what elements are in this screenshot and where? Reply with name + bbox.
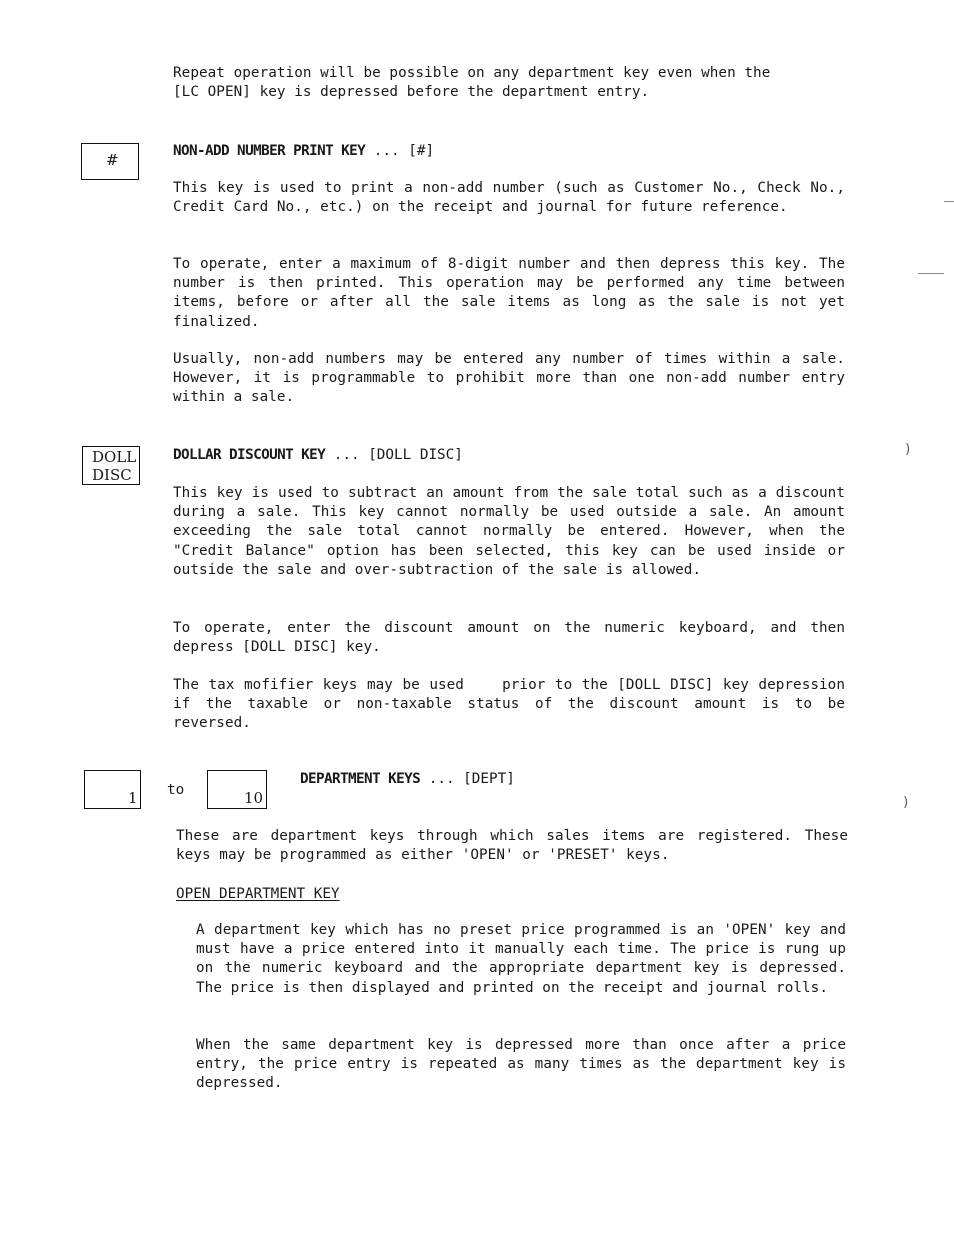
non-add-paragraph-2: To operate, enter a maximum of 8-digit number and then depress this key. The number is then printed. This operation may be performed any time between items, before or after all the sale items as long as the sale is not yet finalized. — [173, 256, 845, 330]
non-add-paragraph-1: This key is used to print a non-add number (such as Customer No., Check No., Credit Card No., etc.) on the receipt and journal for future reference. — [173, 180, 845, 216]
doll-disc-paragraph-1: This key is used to subtract an amount from the sale total such as a discount during a sale. This key cannot normally be used outside a sale. An amount exceeding the sale total cannot normally be entered. However, when the "Credit Balance" option has been selected, this key can be used inside or outside the sale and over-subtraction of the sale is allowed. — [173, 485, 845, 578]
heading-dollar-discount-key — [173, 446, 463, 465]
intro-paragraph — [173, 64, 845, 102]
subheading-open-department-key: OPEN DEPARTMENT KEY — [176, 886, 340, 902]
margin-mark — [918, 273, 944, 274]
dept-key-range-connector: to — [167, 782, 185, 798]
doll-disc-paragraph-2: To operate, enter the discount amount on the numeric keyboard, and then depress [DOLL DISC] key. — [173, 620, 845, 656]
key-box-dept-10 — [207, 770, 267, 809]
heading-doll-disc-bold: DOLLAR DISCOUNT KEY — [173, 447, 326, 463]
heading-non-add-rest: ... [#] — [365, 143, 435, 159]
heading-non-add-bold: NON-ADD NUMBER PRINT KEY — [173, 143, 366, 159]
key-label-number-sign: # — [106, 151, 119, 169]
heading-doll-disc-rest: ... [DOLL DISC] — [325, 447, 463, 463]
dept-paragraph-3: When the same department key is depressed more than once after a price entry, the price entry is repeated as many times as the department key is depressed. — [196, 1037, 846, 1092]
dept-paragraph-1: These are department keys through which sales items are registered. These keys may be programmed as either 'OPEN' or 'PRESET' keys. — [176, 828, 848, 864]
key-box-dept-1 — [84, 770, 141, 809]
heading-dept-bold: DEPARTMENT KEYS — [300, 771, 421, 787]
doll-disc-paragraph-3: The tax mofifier keys may be used prior to the [DOLL DISC] key depression if the taxable or non-taxable status of the discount amount is to be reversed. — [173, 677, 854, 732]
key-label-doll: DOLL — [92, 448, 137, 466]
margin-bracket-mark: ) — [902, 795, 910, 810]
key-label-dept-10: 10 — [244, 789, 264, 807]
non-add-paragraph-3: Usually, non-add numbers may be entered any number of times within a sale. However, it is programmable to prohibit more than one non-add number entry within a sale. — [173, 351, 845, 406]
heading-non-add-number-print-key — [173, 142, 434, 161]
intro-line-2: [LC OPEN] key is depressed before the department entry. — [173, 84, 650, 101]
intro-line-1: Repeat operation will be possible on any department key even when the — [173, 65, 771, 81]
heading-dept-rest: ... [DEPT] — [420, 771, 515, 787]
key-box-doll-disc — [82, 446, 140, 485]
margin-bracket-mark: ) — [904, 442, 912, 457]
margin-mark — [944, 201, 954, 202]
key-label-disc: DISC — [92, 466, 132, 484]
key-label-dept-1: 1 — [128, 789, 138, 807]
dept-paragraph-2: A department key which has no preset price programmed is an 'OPEN' key and must have a price entered into it manually each time. The price is rung up on the numeric keyboard and the appropriate department key is depressed. The price is then displayed and printed on the receipt and journal rolls. — [196, 922, 846, 996]
heading-department-keys — [300, 770, 515, 789]
key-box-number-sign — [81, 143, 139, 180]
